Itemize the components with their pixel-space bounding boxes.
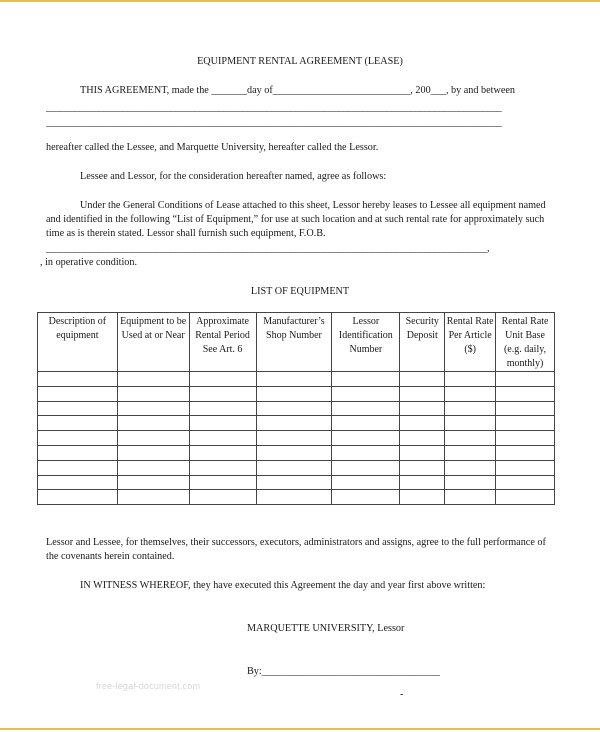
table-cell[interactable]	[38, 460, 118, 475]
conditions-line-2: and identified in the following “List of Equipment,” for use at such location and at such rental rate for approximately such	[46, 214, 545, 225]
table-cell[interactable]	[496, 372, 555, 387]
lessee-blank-line-1: _______________________________________________________________________________________________	[46, 102, 502, 113]
table-row	[38, 386, 555, 401]
table-cell[interactable]	[256, 475, 332, 490]
table-cell[interactable]	[256, 416, 332, 431]
table-cell[interactable]	[117, 416, 189, 431]
table-cell[interactable]	[445, 416, 496, 431]
performance-line-1: Lessor and Lessee, for themselves, their successors, executors, administrators and assigns, agree to the full performance of	[46, 537, 546, 548]
table-cell[interactable]	[496, 431, 555, 446]
table-row	[38, 431, 555, 446]
table-cell[interactable]	[332, 460, 400, 475]
table-cell[interactable]	[445, 372, 496, 387]
table-cell[interactable]	[496, 475, 555, 490]
table-cell[interactable]	[117, 431, 189, 446]
hereafter-line: hereafter called the Lessee, and Marquette University, hereafter called the Lessor.	[46, 142, 379, 153]
table-cell[interactable]	[332, 401, 400, 416]
table-cell[interactable]	[332, 372, 400, 387]
table-cell[interactable]	[117, 475, 189, 490]
table-cell[interactable]	[38, 445, 118, 460]
table-cell[interactable]	[256, 401, 332, 416]
table-cell[interactable]	[400, 460, 445, 475]
table-cell[interactable]	[400, 401, 445, 416]
table-cell[interactable]	[189, 386, 256, 401]
table-cell[interactable]	[189, 431, 256, 446]
table-cell[interactable]	[496, 460, 555, 475]
table-cell[interactable]	[189, 445, 256, 460]
table-cell[interactable]	[38, 431, 118, 446]
performance-line-2: the covenants herein contained.	[46, 551, 175, 562]
table-cell[interactable]	[117, 401, 189, 416]
header-shop-number: Manufacturer’s Shop Number	[256, 313, 332, 372]
table-cell[interactable]	[256, 490, 332, 505]
table-cell[interactable]	[117, 372, 189, 387]
table-cell[interactable]	[38, 490, 118, 505]
table-cell[interactable]	[256, 445, 332, 460]
table-cell[interactable]	[496, 445, 555, 460]
table-cell[interactable]	[445, 431, 496, 446]
table-cell[interactable]	[445, 445, 496, 460]
table-cell[interactable]	[445, 490, 496, 505]
operative-line: , in operative condition.	[40, 257, 138, 268]
table-cell[interactable]	[189, 475, 256, 490]
table-cell[interactable]	[400, 372, 445, 387]
table-cell[interactable]	[117, 490, 189, 505]
table-cell[interactable]	[496, 416, 555, 431]
table-body	[38, 372, 555, 505]
table-row	[38, 445, 555, 460]
table-cell[interactable]	[400, 416, 445, 431]
table-cell[interactable]	[332, 416, 400, 431]
conditions-line-1: Under the General Conditions of Lease attached to this sheet, Lessor hereby leases to Lessee all equipment named	[80, 200, 546, 211]
table-row	[38, 490, 555, 505]
witness-line: IN WITNESS WHEREOF, they have executed this Agreement the day and year first above written:	[80, 580, 486, 591]
table-row	[38, 460, 555, 475]
table-cell[interactable]	[400, 431, 445, 446]
list-title: LIST OF EQUIPMENT	[250, 286, 350, 297]
header-rate-per-article: Rental Rate Per Article ($)	[445, 313, 496, 372]
table-cell[interactable]	[496, 386, 555, 401]
watermark-text: free-legal-document.com	[96, 681, 201, 691]
table-row	[38, 401, 555, 416]
conditions-line-3: time as is therein stated. Lessor shall furnish such equipment, F.O.B.	[46, 228, 326, 239]
header-rate-unit-base: Rental Rate Unit Base (e.g. daily, monthly)	[496, 313, 555, 372]
table-cell[interactable]	[332, 490, 400, 505]
table-cell[interactable]	[496, 490, 555, 505]
table-row	[38, 416, 555, 431]
table-cell[interactable]	[38, 416, 118, 431]
table-cell[interactable]	[445, 401, 496, 416]
table-cell[interactable]	[38, 475, 118, 490]
table-cell[interactable]	[189, 372, 256, 387]
table-cell[interactable]	[445, 475, 496, 490]
table-cell[interactable]	[400, 386, 445, 401]
header-description: Description of equipment	[38, 313, 118, 372]
table-cell[interactable]	[332, 386, 400, 401]
trailing-dash: -	[400, 689, 404, 700]
signature-by-line: By:___________________________________	[247, 666, 441, 677]
table-cell[interactable]	[38, 401, 118, 416]
table-cell[interactable]	[117, 445, 189, 460]
table-cell[interactable]	[445, 460, 496, 475]
table-cell[interactable]	[256, 431, 332, 446]
table-cell[interactable]	[117, 386, 189, 401]
header-rental-period: Approximate Rental Period See Art. 6	[189, 313, 256, 372]
table-cell[interactable]	[189, 416, 256, 431]
intro-line: THIS AGREEMENT, made the _______day of___________________________, 200___, by and between	[80, 85, 515, 96]
lessee-blank-line-2: _______________________________________________________________________________________________	[46, 117, 502, 128]
table-cell[interactable]	[38, 386, 118, 401]
agree-line: Lessee and Lessor, for the consideration hereafter named, agree as follows:	[80, 171, 387, 182]
table-cell[interactable]	[256, 372, 332, 387]
table-cell[interactable]	[189, 490, 256, 505]
table-cell[interactable]	[400, 490, 445, 505]
header-used-at: Equipment to be Used at or Near	[117, 313, 189, 372]
lessor-name: MARQUETTE UNIVERSITY, Lessor	[247, 623, 405, 634]
table-cell[interactable]	[38, 372, 118, 387]
table-cell[interactable]	[332, 475, 400, 490]
equipment-table	[37, 312, 555, 505]
table-row	[38, 372, 555, 387]
header-lessor-id: Lessor Identification Number	[332, 313, 400, 372]
table-cell[interactable]	[400, 475, 445, 490]
table-cell[interactable]	[189, 460, 256, 475]
table-cell[interactable]	[256, 460, 332, 475]
table-cell[interactable]	[400, 445, 445, 460]
table-cell[interactable]	[332, 445, 400, 460]
table-cell[interactable]	[332, 431, 400, 446]
table-cell[interactable]	[256, 386, 332, 401]
document-title: EQUIPMENT RENTAL AGREEMENT (LEASE)	[197, 56, 403, 67]
agreement-document	[0, 2, 600, 732]
fob-blank-line: ____________________________________________________________________________________________,	[46, 243, 490, 254]
table-row	[38, 475, 555, 490]
header-security-deposit: Security Deposit	[400, 313, 445, 372]
table-cell[interactable]	[189, 401, 256, 416]
table-cell[interactable]	[496, 401, 555, 416]
table-header-row	[38, 313, 555, 372]
table-cell[interactable]	[445, 386, 496, 401]
table-cell[interactable]	[117, 460, 189, 475]
